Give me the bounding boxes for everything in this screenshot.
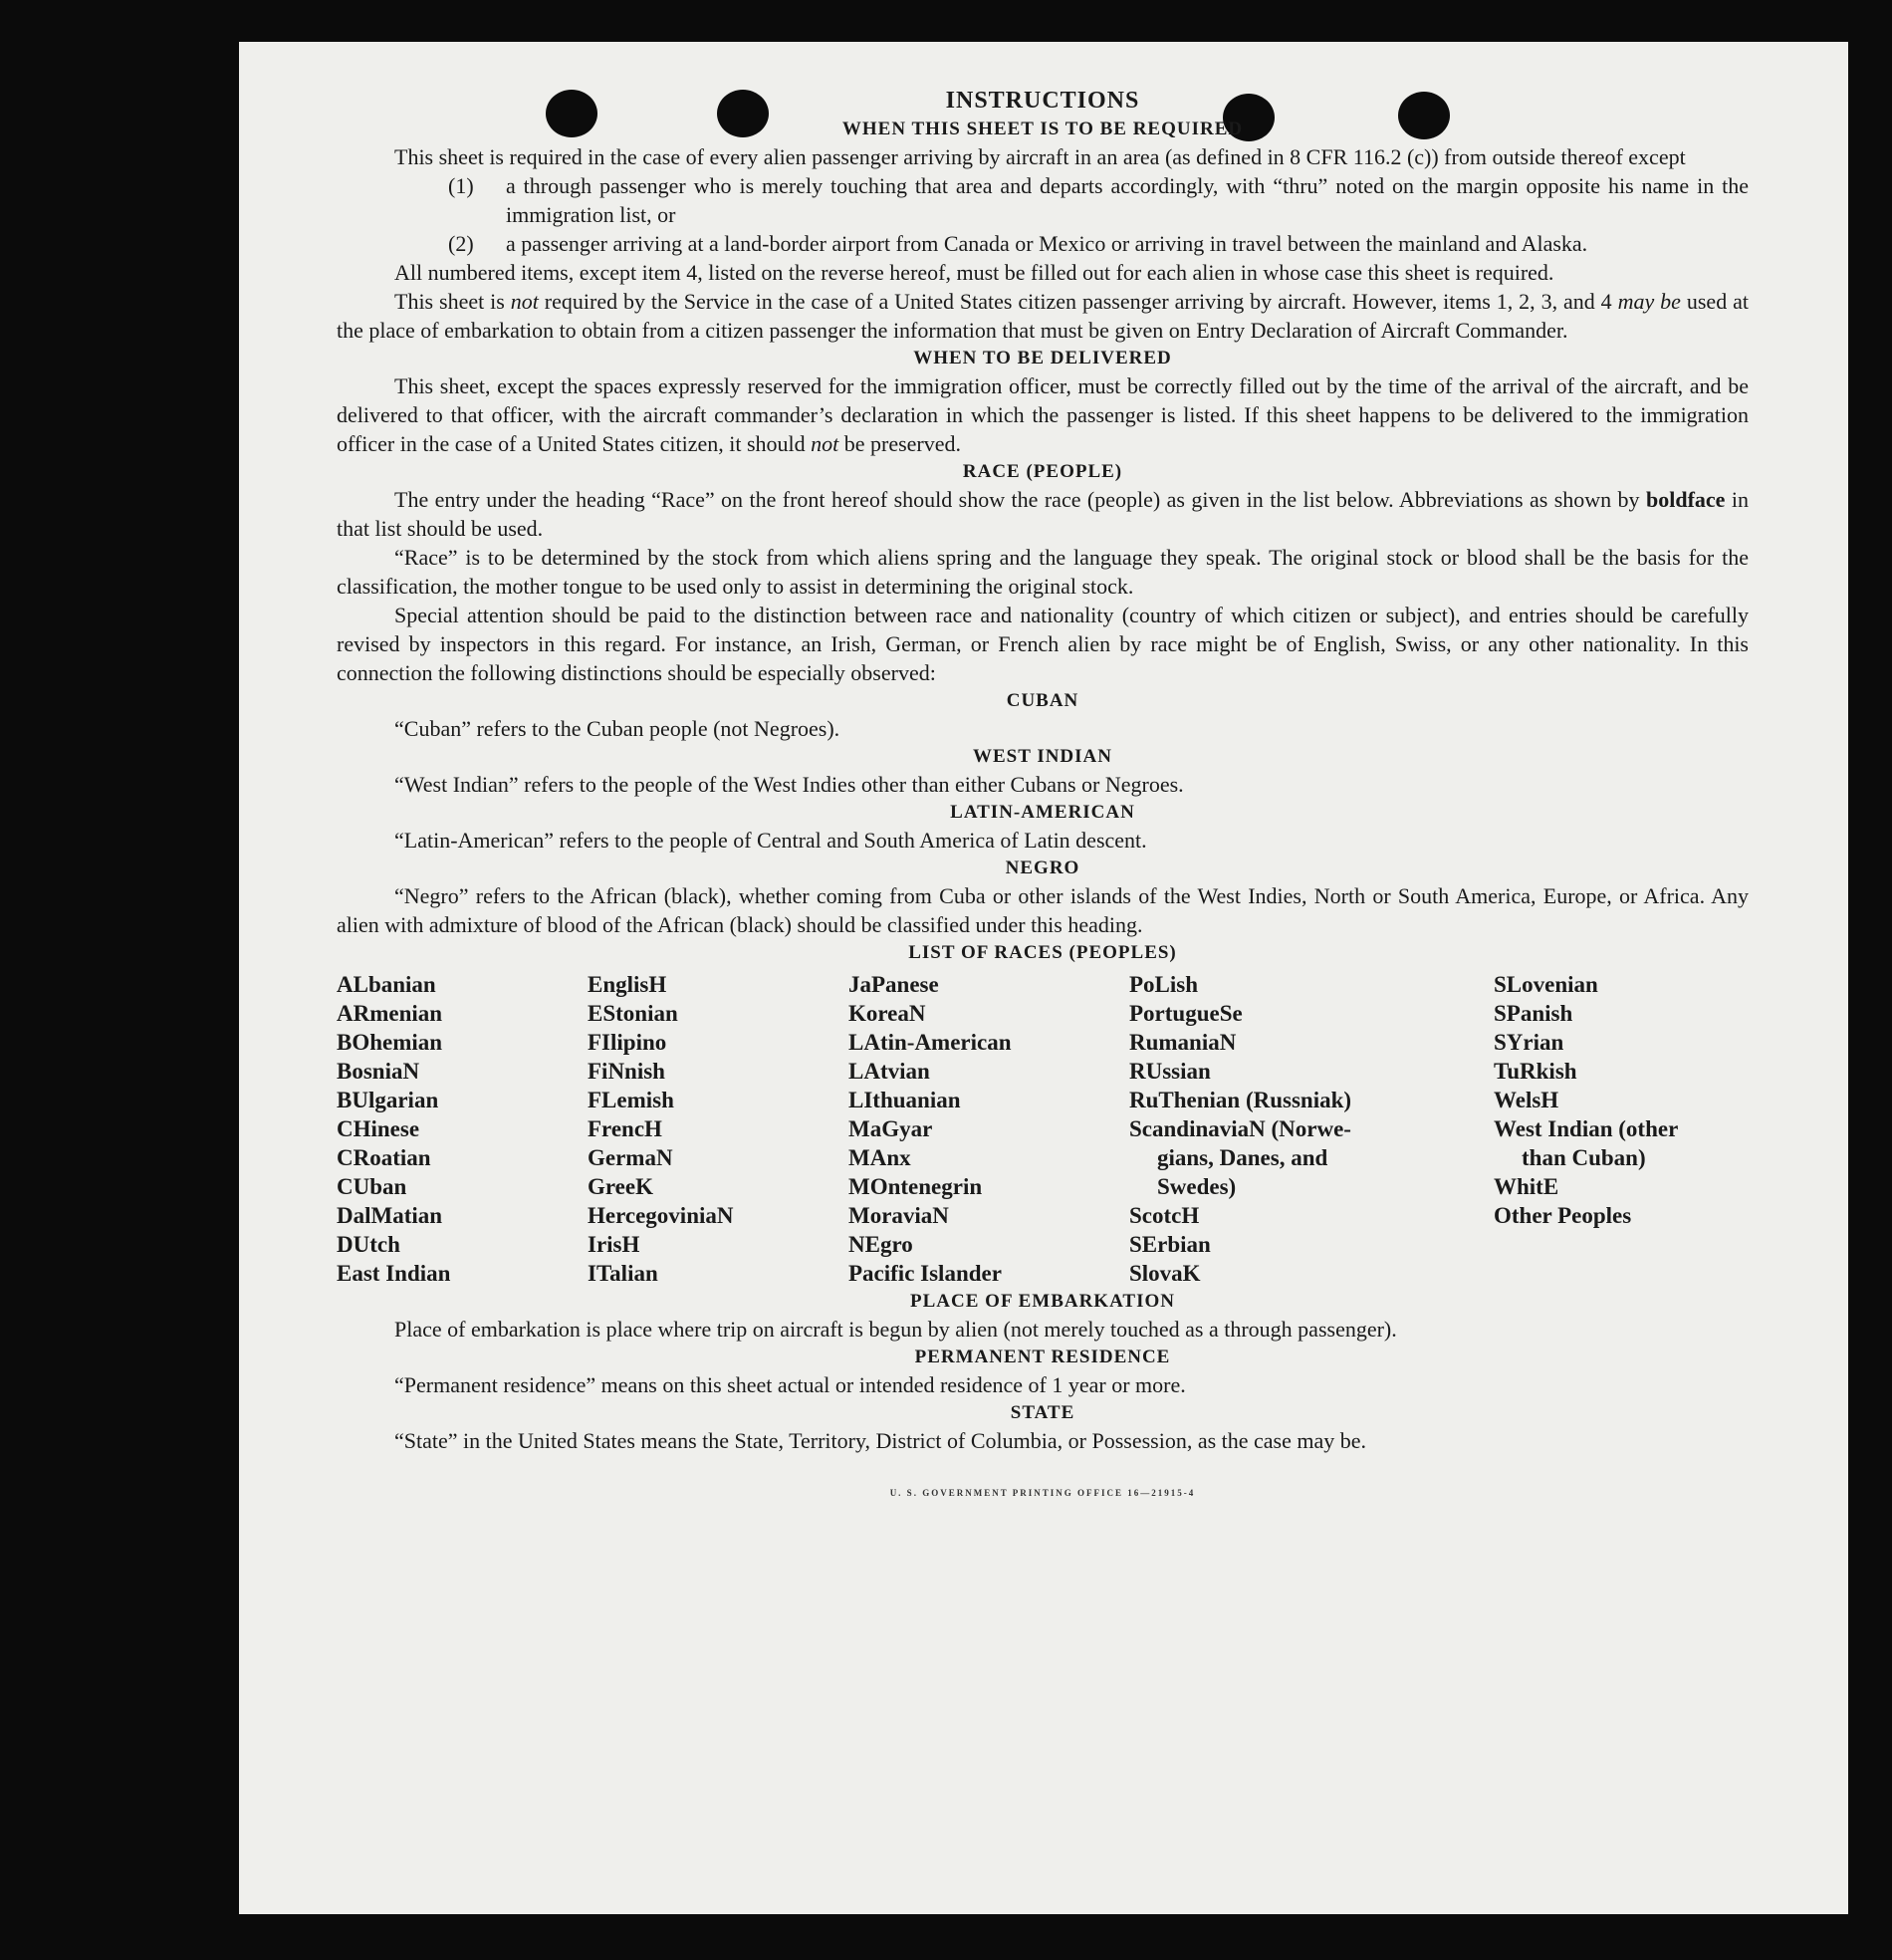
race-entry: TuRkish bbox=[1494, 1059, 1577, 1084]
item-text: a passenger arriving at a land-border airport from Canada or Mexico or arriving in travel between the mainland and Alaska. bbox=[506, 231, 1588, 256]
heading-latin-american: LATIN-AMERICAN bbox=[950, 802, 1135, 823]
cuban-text: “Cuban” refers to the Cuban people (not Negroes). bbox=[394, 716, 840, 741]
delivered-text: This sheet, except the spaces expressly reserved for the immigration officer, must be correctly filled out by the time of the arrival of the aircraft, and be delivered to that officer, with the aircraft commander’s declaration in which the passenger is listed. If this sheet happens to be delivered to the immigration officer in the case of a United States citizen, it should not be preserved. bbox=[337, 373, 1749, 456]
race-entry: EnglisH bbox=[588, 972, 667, 997]
race-entry: IrisH bbox=[588, 1232, 640, 1257]
exception-item-2 bbox=[337, 229, 1749, 258]
race-entry: CHinese bbox=[337, 1116, 420, 1141]
race-entry: Pacific Islander bbox=[848, 1261, 1002, 1286]
race-entry: LAtvian bbox=[848, 1059, 930, 1084]
race-entry: RUssian bbox=[1129, 1059, 1211, 1084]
race-para-3: Special attention should be paid to the distinction between race and nationality (country of which citizen or subject), and entries should be carefully revised by inspectors in this regard. For instance, an Irish, German, or French alien by race might be of English, Swiss, or any other nationality. In this connection the following distinctions should be especially observed: bbox=[337, 603, 1749, 685]
race-entry: FiNnish bbox=[588, 1059, 665, 1084]
instructions-content bbox=[337, 86, 1749, 1508]
exception-item-1 bbox=[337, 171, 1749, 229]
race-entry: West Indian (other bbox=[1494, 1116, 1679, 1141]
race-entry: LIthuanian bbox=[848, 1088, 961, 1112]
race-entry: RuThenian (Russniak) bbox=[1129, 1088, 1352, 1112]
race-entry: SPanish bbox=[1494, 1001, 1573, 1026]
required-para-3: This sheet is not required by the Service in the case of a United States citizen passenger arriving by aircraft. However, items 1, 2, 3, and 4 may be used at the place of embarkation to obtain from a citizen passenger the information that must be given on Entry Declaration of Aircraft Commander. bbox=[337, 289, 1749, 343]
race-entry: FLemish bbox=[588, 1088, 674, 1112]
latin-american-text: “Latin-American” refers to the people of Central and South America of Latin descent. bbox=[394, 828, 1147, 853]
heading-when-required: WHEN THIS SHEET IS TO BE REQUIRED bbox=[841, 119, 1244, 139]
race-para-2: “Race” is to be determined by the stock from which aliens spring and the language they speak. The original stock or blood shall be the basis for the classification, the mother tongue to be used only to assist in determining the original stock. bbox=[337, 545, 1749, 599]
race-entry: FrencH bbox=[588, 1116, 662, 1141]
heading-place-of-embarkation: PLACE OF EMBARKATION bbox=[910, 1291, 1175, 1312]
document-page bbox=[239, 42, 1848, 1914]
west-indian-text: “West Indian” refers to the people of the West Indies other than either Cubans or Negroes. bbox=[394, 772, 1184, 797]
race-entry: MAnx bbox=[848, 1145, 911, 1170]
heading-negro: NEGRO bbox=[1005, 858, 1080, 878]
race-entry: BUlgarian bbox=[337, 1088, 439, 1112]
race-entry: CRoatian bbox=[337, 1145, 431, 1170]
race-entry: MaGyar bbox=[848, 1116, 933, 1141]
race-entry: LAtin-American bbox=[848, 1030, 1012, 1055]
race-entry: Other Peoples bbox=[1494, 1203, 1632, 1228]
required-intro: This sheet is required in the case of every alien passenger arriving by aircraft in an area (as defined in 8 CFR 116.2 (c)) from outside thereof except bbox=[394, 144, 1686, 169]
race-entry: WhitE bbox=[1494, 1174, 1559, 1199]
item-number: (2) bbox=[448, 231, 474, 256]
races-column-1 bbox=[337, 970, 588, 1288]
races-column-2 bbox=[588, 970, 848, 1288]
race-entry: gians, Danes, and bbox=[1157, 1145, 1328, 1170]
race-entry: HercegoviniaN bbox=[588, 1203, 734, 1228]
page-title: INSTRUCTIONS bbox=[945, 88, 1140, 114]
item-number: (1) bbox=[448, 173, 474, 198]
race-entry: GermaN bbox=[588, 1145, 673, 1170]
race-entry: PoLish bbox=[1129, 972, 1199, 997]
heading-when-delivered: WHEN TO BE DELIVERED bbox=[913, 348, 1172, 368]
race-entry: ALbanian bbox=[337, 972, 436, 997]
heading-list-of-races: LIST OF RACES (PEOPLES) bbox=[908, 942, 1177, 963]
race-entry: Swedes) bbox=[1157, 1174, 1237, 1199]
race-entry: CUban bbox=[337, 1174, 407, 1199]
races-column-5 bbox=[1494, 970, 1749, 1288]
race-entry: MOntenegrin bbox=[848, 1174, 983, 1199]
race-entry: JaPanese bbox=[848, 972, 939, 997]
heading-race: RACE (PEOPLE) bbox=[962, 461, 1123, 482]
race-entry: BosniaN bbox=[337, 1059, 420, 1084]
race-entry: SLovenian bbox=[1494, 972, 1598, 997]
race-entry: SYrian bbox=[1494, 1030, 1564, 1055]
printing-office-footer: U. S. GOVERNMENT PRINTING OFFICE 16—21915-4 bbox=[889, 1488, 1196, 1498]
race-entry: ScandinaviaN (Norwe- bbox=[1129, 1116, 1351, 1141]
race-entry: WelsH bbox=[1494, 1088, 1559, 1112]
race-entry: GreeK bbox=[588, 1174, 653, 1199]
races-column-3 bbox=[848, 970, 1129, 1288]
item-text: a through passenger who is merely touching that area and departs accordingly, with “thru” noted on the margin opposite his name in the immigration list, or bbox=[506, 173, 1749, 227]
race-entry: ARmenian bbox=[337, 1001, 443, 1026]
race-entry: NEgro bbox=[848, 1232, 913, 1257]
race-entry: BOhemian bbox=[337, 1030, 443, 1055]
race-entry: DalMatian bbox=[337, 1203, 443, 1228]
race-entry: ScotcH bbox=[1129, 1203, 1200, 1228]
race-entry: than Cuban) bbox=[1522, 1145, 1646, 1170]
races-list bbox=[337, 970, 1749, 1288]
race-entry: FIlipino bbox=[588, 1030, 667, 1055]
state-text: “State” in the United States means the State, Territory, District of Columbia, or Possession, as the case may be. bbox=[394, 1428, 1367, 1453]
negro-text: “Negro” refers to the African (black), whether coming from Cuba or other islands of the West Indies, North or South America, Europe, or Africa. Any alien with admixture of blood of the African (black) should be classified under this heading. bbox=[337, 883, 1749, 937]
residence-text: “Permanent residence” means on this sheet actual or intended residence of 1 year or more. bbox=[394, 1372, 1186, 1397]
race-entry: SErbian bbox=[1129, 1232, 1211, 1257]
embarkation-text: Place of embarkation is place where trip on aircraft is begun by alien (not merely touched as a through passenger). bbox=[394, 1317, 1397, 1342]
race-entry: DUtch bbox=[337, 1232, 400, 1257]
required-para-2: All numbered items, except item 4, listed on the reverse hereof, must be filled out for each alien in whose case this sheet is required. bbox=[394, 260, 1554, 285]
race-entry: East Indian bbox=[337, 1261, 451, 1286]
race-entry: MoraviaN bbox=[848, 1203, 949, 1228]
race-entry: RumaniaN bbox=[1129, 1030, 1237, 1055]
race-entry: EStonian bbox=[588, 1001, 678, 1026]
heading-west-indian: WEST INDIAN bbox=[973, 746, 1112, 767]
race-para-1: The entry under the heading “Race” on the front hereof should show the race (people) as given in the list below. Abbreviations as shown by boldface in that list should be used. bbox=[337, 487, 1749, 541]
race-entry: PortugueSe bbox=[1129, 1001, 1243, 1026]
race-entry: KoreaN bbox=[848, 1001, 926, 1026]
races-column-4 bbox=[1129, 970, 1494, 1288]
heading-cuban: CUBAN bbox=[1006, 690, 1079, 711]
heading-state: STATE bbox=[1010, 1402, 1075, 1423]
heading-permanent-residence: PERMANENT RESIDENCE bbox=[914, 1347, 1171, 1367]
race-entry: SlovaK bbox=[1129, 1261, 1201, 1286]
race-entry: ITalian bbox=[588, 1261, 658, 1286]
